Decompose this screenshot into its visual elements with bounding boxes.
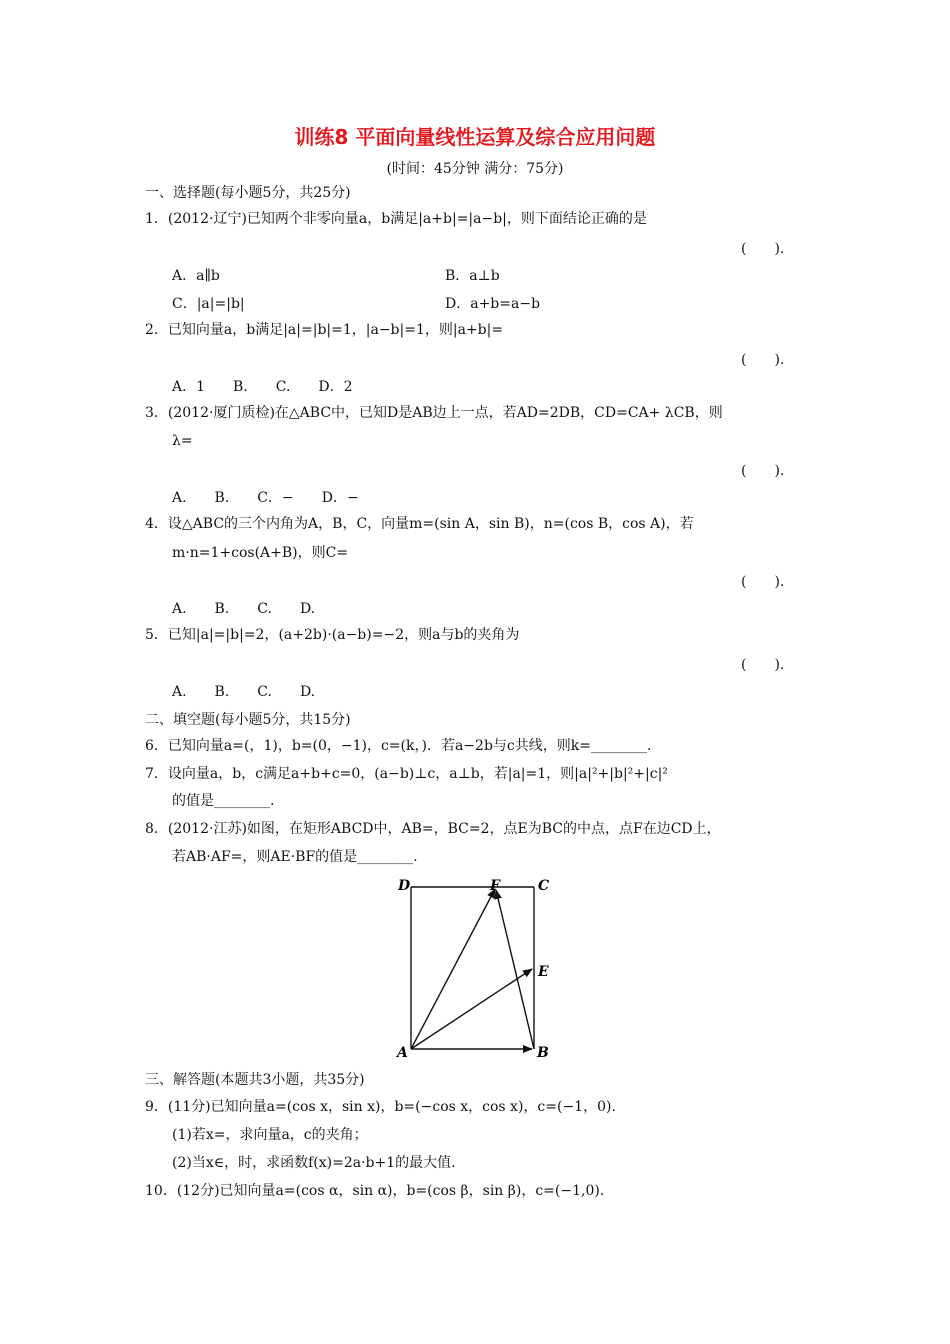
options-row: A. B. C. D. (172, 684, 316, 700)
question-3: 3．(2012·厦门质检)在△ABC中，已知D是AB边上一点，若AD=2DB，CD=CA+ λCB，则 (145, 405, 723, 421)
question-3-cont: λ= (172, 433, 193, 449)
answer-blank: ( ). (741, 574, 785, 590)
question-10: 10．(12分)已知向量a=(cos α，sin α)，b=(cos β，sin β)，c=(−1,0)． (145, 1183, 614, 1199)
answer-blank: ( ). (741, 657, 785, 673)
exam-info: (时间：45分钟 满分：75分) (386, 161, 564, 177)
rectangle-figure (392, 872, 560, 1062)
label-f: F (490, 878, 500, 894)
label-d: D (398, 878, 411, 894)
page-title: 训练8 平面向量线性运算及综合应用问题 (294, 125, 656, 149)
answer-blank: ( ). (741, 352, 785, 368)
question-8-cont: 若AB·AF=，则AE·BF的值是________. (172, 849, 418, 865)
answer-blank: ( ). (741, 241, 785, 257)
options-row: A．1 B. C. D．2 (172, 379, 353, 395)
question-9: 9．(11分)已知向量a=(cos x，sin x)，b=(−cos x，cos x)，c=(−1，0)． (145, 1099, 626, 1115)
option-c: C．|a|=|b| (172, 296, 245, 312)
label-e: E (538, 964, 549, 980)
vector-af (411, 889, 495, 1049)
label-a: A (397, 1045, 408, 1061)
question-4-cont: m·n=1+cos(A+B)，则C= (172, 545, 349, 561)
answer-blank: ( ). (741, 463, 785, 479)
vector-bf (496, 890, 534, 1049)
option-d: D．a+b=a−b (445, 296, 541, 312)
question-9-part-1: (1)若x=，求向量a，c的夹角； (172, 1127, 368, 1143)
section-heading: 一、选择题(每小题5分，共25分) (145, 185, 351, 201)
vector-ae (411, 969, 532, 1049)
question-2: 2．已知向量a，b满足|a|=|b|=1，|a−b|=1，则|a+b|= (145, 322, 504, 338)
question-1: 1．(2012·辽宁)已知两个非零向量a，b满足|a+b|=|a−b|，则下面结论正确的是 (145, 211, 647, 227)
options-row: A. B. C．− D．− (172, 490, 359, 506)
question-4: 4．设△ABC的三个内角为A，B，C，向量m=(sin A，sin B)，n=(cos B，cos A)，若 (145, 516, 694, 532)
label-c: C (538, 878, 550, 894)
label-b: B (537, 1045, 549, 1061)
question-5: 5．已知|a|=|b|=2，(a+2b)·(a−b)=−2，则a与b的夹角为 (145, 627, 520, 643)
question-9-part-2: (2)当x∈，时，求函数f(x)=2a·b+1的最大值. (172, 1155, 456, 1171)
option-b: B．a⊥b (445, 268, 500, 284)
question-7: 7．设向量a，b，c满足a+b+c=0，(a−b)⊥c，a⊥b，若|a|=1，则|a|²+|b|²+|c|² (145, 766, 668, 782)
question-6: 6．已知向量a=(，1)，b=(0，−1)，c=(k，)．若a−2b与c共线，则k=________. (145, 738, 652, 754)
question-7-cont: 的值是________. (172, 793, 275, 809)
question-8: 8．(2012·江苏)如图，在矩形ABCD中，AB=，BC=2，点E为BC的中点，点F在边CD上， (145, 821, 721, 837)
section-heading: 三、解答题(本题共3小题，共35分) (145, 1072, 365, 1088)
option-a: A．a∥b (172, 268, 220, 284)
section-heading: 二、填空题(每小题5分，共15分) (145, 712, 351, 728)
options-row: A. B. C. D. (172, 601, 316, 617)
